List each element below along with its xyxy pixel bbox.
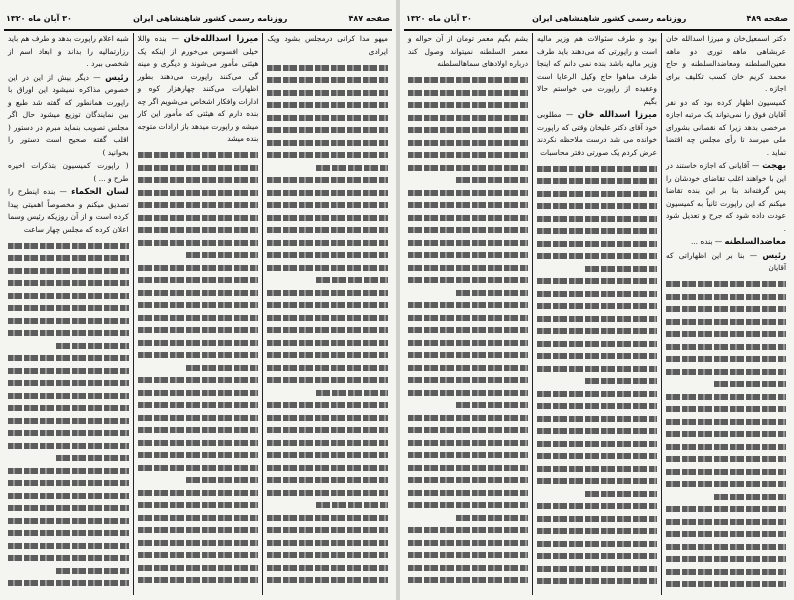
illegible-print-line — [138, 215, 259, 221]
illegible-print-line — [138, 177, 259, 183]
illegible-print-line — [537, 191, 657, 197]
illegible-print-line — [267, 402, 388, 408]
illegible-print-line — [138, 152, 259, 158]
illegible-print-line — [267, 315, 388, 321]
paragraph — [666, 250, 786, 275]
page-number: صفحه ۴۸۷ — [348, 13, 390, 23]
illegible-print-line — [267, 352, 388, 358]
illegible-print-line — [537, 391, 657, 397]
illegible-print-line — [408, 415, 528, 421]
speaker-heading: رئیس — [762, 250, 786, 261]
illegible-print-line — [666, 356, 786, 362]
illegible-print-line — [138, 290, 259, 296]
illegible-print-line — [408, 540, 528, 546]
illegible-print-line — [714, 494, 786, 500]
illegible-print-line — [537, 203, 657, 209]
illegible-print-line — [8, 418, 129, 424]
illegible-print-line — [456, 290, 528, 296]
paragraph-text: بود و طرف سئوالات هم وزیر مالیه است و راپورتی که می‌دهند باید طرف وزیر مالیه باشد بنده نمی دانم که اینجا طرف مباهوا حاج وکیل الرعایا است وعقیده از راپورت می خواستم حالا بگیم — [537, 34, 657, 106]
illegible-print-line — [666, 294, 786, 300]
paragraph — [8, 186, 129, 236]
speaker-heading: میرزا اسدالله خان — [577, 110, 657, 120]
illegible-print-line — [267, 577, 388, 583]
illegible-print-line — [585, 378, 657, 384]
illegible-print-line — [267, 177, 388, 183]
illegible-print-line — [8, 405, 129, 411]
illegible-print-line — [408, 365, 528, 371]
paragraph-text: — دیگر بیش از این در این خصوص مذاکره نمیشود این اوراق با راپورت همانطور که گفته شد طبع و بین نمایندگان توزیع میشود حال اگر مجلس تصویب بنماید مبرم در دستور ( اقلب گفته صحیح است دستور را بخوانید ) — [7, 72, 129, 157]
illegible-print-line — [408, 77, 528, 83]
illegible-print-line — [267, 515, 388, 521]
illegible-print-line — [267, 65, 388, 71]
illegible-print-line — [267, 440, 388, 446]
illegible-print-line — [456, 177, 528, 183]
column — [404, 33, 532, 595]
illegible-print-line — [666, 481, 786, 487]
illegible-print-line — [408, 440, 528, 446]
illegible-print-line — [456, 402, 528, 408]
paragraph-text: شبه اعلام راپورت بدهد و طرف هم باید رزارتمالیه را بداند و ابعاد اسم از شخصی ببرد . — [7, 34, 129, 68]
illegible-print-line — [8, 480, 129, 486]
illegible-print-line — [8, 518, 129, 524]
illegible-print-line — [408, 577, 528, 583]
illegible-print-line — [56, 568, 128, 574]
paragraph — [666, 160, 786, 235]
paragraph — [537, 109, 657, 159]
illegible-print-line — [408, 502, 528, 508]
illegible-print-line — [666, 531, 786, 537]
illegible-print-line — [267, 552, 388, 558]
illegible-print-line — [408, 327, 528, 333]
speaker-heading: لسان الحکماء — [71, 187, 129, 197]
illegible-print-line — [537, 303, 657, 309]
illegible-print-line — [138, 202, 259, 208]
illegible-print-line — [537, 341, 657, 347]
illegible-print-line — [408, 465, 528, 471]
column — [133, 33, 263, 595]
illegible-print-line — [408, 302, 528, 308]
illegible-print-line — [138, 427, 259, 433]
illegible-print-line — [267, 365, 388, 371]
illegible-print-line — [138, 240, 259, 246]
page-number: صفحه ۴۸۹ — [746, 13, 788, 23]
illegible-print-line — [666, 406, 786, 412]
illegible-print-line — [316, 390, 388, 396]
illegible-print-line — [408, 127, 528, 133]
illegible-print-line — [8, 355, 129, 361]
illegible-print-line — [537, 353, 657, 359]
illegible-print-line — [316, 165, 388, 171]
paragraph-text: میهو مدا کرانی درمجلس بشود ویک ایرادی — [267, 34, 388, 56]
illegible-print-line — [408, 215, 528, 221]
illegible-print-line — [138, 327, 259, 333]
illegible-print-line — [537, 253, 657, 259]
paragraph-text: ( راپورت کمیسیون بتذکرات اخیره طرح و ... ) — [7, 161, 129, 183]
illegible-print-line — [267, 477, 388, 483]
illegible-print-line — [267, 302, 388, 308]
column — [262, 33, 392, 595]
illegible-print-line — [138, 577, 259, 583]
illegible-print-line — [138, 465, 259, 471]
page-header — [6, 8, 390, 28]
illegible-print-line — [8, 505, 129, 511]
illegible-print-line — [408, 190, 528, 196]
illegible-print-line — [537, 466, 657, 472]
paragraph — [267, 33, 388, 58]
illegible-print-line — [267, 127, 388, 133]
illegible-print-line — [267, 102, 388, 108]
paragraph-text: کمیسیون اظهار کرده بود که دو نفر آقایان فوق را نمی‌تواند یک مرتبه اجازه مرخصی بدهد زیرا که نقصانی بشورای ملی میرسد تا رأی مجلس چه اقتضا نماید . — [666, 97, 786, 157]
columns — [4, 33, 392, 595]
illegible-print-line — [316, 277, 388, 283]
illegible-print-line — [267, 415, 388, 421]
illegible-print-line — [138, 515, 259, 521]
illegible-print-line — [267, 340, 388, 346]
paragraph-text: دکتر اسمعیل‌خان و میرزا اسدالله خان عربشاهی ماهه توری دو ماهه معین‌السلطنه ومعاضدالسلطنه و حاج محمد کریم خان کسب تکلیف برای اجازه . — [666, 34, 786, 93]
illegible-print-line — [8, 330, 129, 336]
illegible-print-line — [8, 393, 129, 399]
speaker-heading: رئیس — [105, 72, 129, 83]
illegible-print-line — [267, 140, 388, 146]
paragraph — [666, 97, 786, 160]
newspaper-title: روزنامه رسمی کشور شاهنشاهی ایران — [532, 13, 687, 23]
illegible-print-line — [186, 252, 258, 258]
illegible-print-line — [537, 578, 657, 584]
paragraph-text: بشم بگیم معمر تومان از آن حواله و معمر السلطنه نمیتواند وصول کند درباره اولادهای سماهالسلطنه — [408, 34, 528, 68]
illegible-print-line — [408, 490, 528, 496]
illegible-print-line — [537, 566, 657, 572]
illegible-print-line — [537, 216, 657, 222]
illegible-print-line — [138, 502, 259, 508]
illegible-print-line — [8, 305, 129, 311]
illegible-print-line — [186, 477, 258, 483]
header-rule — [4, 29, 392, 31]
paragraph — [8, 33, 129, 71]
illegible-print-line — [267, 490, 388, 496]
illegible-print-line — [267, 152, 388, 158]
illegible-print-line — [666, 319, 786, 325]
illegible-print-line — [537, 553, 657, 559]
illegible-print-line — [267, 202, 388, 208]
paragraph-text: — بنده ... — [690, 237, 723, 246]
illegible-print-line — [408, 565, 528, 571]
illegible-print-line — [537, 478, 657, 484]
illegible-print-line — [408, 277, 528, 283]
illegible-print-line — [138, 402, 259, 408]
paragraph — [408, 33, 528, 71]
illegible-print-line — [138, 352, 259, 358]
illegible-print-line — [537, 178, 657, 184]
illegible-print-line — [408, 452, 528, 458]
illegible-print-line — [408, 552, 528, 558]
illegible-print-line — [138, 440, 259, 446]
illegible-print-line — [138, 527, 259, 533]
illegible-print-line — [8, 368, 129, 374]
illegible-print-line — [408, 377, 528, 383]
paragraph-text: — آقایانی که اجازه خاستند در این با خواهند اغلب تقاضای خودشان را پس گرفته‌اند بنا بر این بنده تقاضا میکنم که این راپورت ثانیاً به کمیسیون عودت داده شود که جرح و تعدیل شود . — [666, 161, 786, 233]
illegible-print-line — [267, 265, 388, 271]
page-header — [406, 8, 788, 28]
illegible-print-line — [138, 540, 259, 546]
illegible-print-line — [537, 316, 657, 322]
illegible-print-line — [8, 268, 129, 274]
illegible-print-line — [408, 427, 528, 433]
illegible-print-line — [138, 552, 259, 558]
paragraph — [8, 160, 129, 185]
paragraph — [666, 33, 786, 96]
illegible-print-line — [267, 190, 388, 196]
paragraph-text: — بنده واللا خیلی افسوس می‌خورم از اینکه یک هیئتی مأمور می‌شوند و دیگری و مینه گی می‌کنند راپورت می‌دهند بطور اظهارات می‌کنند چهارهزار کوه و ادارات وافکار اشخاص می‌شویم اگر چه بنده دارم که هیئتی که مأمور این کار میشه و راپورت میدهد باز ارادات متوجه بنده میشد — [137, 34, 259, 143]
illegible-print-line — [8, 430, 129, 436]
illegible-print-line — [537, 428, 657, 434]
illegible-print-line — [138, 415, 259, 421]
columns — [404, 33, 790, 595]
illegible-print-line — [138, 315, 259, 321]
illegible-print-line — [267, 452, 388, 458]
illegible-print-line — [267, 540, 388, 546]
illegible-print-line — [537, 503, 657, 509]
illegible-print-line — [267, 290, 388, 296]
speaker-heading: میرزا اسدالله‌خان — [183, 34, 259, 44]
illegible-print-line — [138, 565, 259, 571]
illegible-print-line — [267, 252, 388, 258]
illegible-print-line — [138, 227, 259, 233]
illegible-print-line — [408, 165, 528, 171]
illegible-print-line — [267, 77, 388, 83]
column — [4, 33, 133, 595]
illegible-print-line — [8, 543, 129, 549]
illegible-print-line — [666, 519, 786, 525]
illegible-print-line — [267, 565, 388, 571]
paragraph — [138, 33, 259, 146]
illegible-print-line — [408, 140, 528, 146]
illegible-print-line — [8, 468, 129, 474]
illegible-print-line — [537, 241, 657, 247]
illegible-print-line — [138, 302, 259, 308]
illegible-print-line — [666, 506, 786, 512]
illegible-print-line — [267, 465, 388, 471]
illegible-print-line — [8, 293, 129, 299]
illegible-print-line — [56, 343, 128, 349]
right-page — [400, 0, 794, 600]
illegible-print-line — [408, 240, 528, 246]
paragraph-text: — بنا بر این اظهاراتی که آقایان — [666, 250, 786, 272]
illegible-print-line — [8, 555, 129, 561]
illegible-print-line — [8, 530, 129, 536]
illegible-print-line — [56, 455, 128, 461]
illegible-print-line — [408, 227, 528, 233]
illegible-print-line — [138, 377, 259, 383]
illegible-print-line — [537, 453, 657, 459]
illegible-print-line — [408, 90, 528, 96]
illegible-print-line — [267, 240, 388, 246]
illegible-print-line — [408, 152, 528, 158]
illegible-print-line — [537, 441, 657, 447]
illegible-print-line — [666, 581, 786, 587]
illegible-print-line — [186, 365, 258, 371]
illegible-print-line — [138, 277, 259, 283]
illegible-print-line — [316, 502, 388, 508]
illegible-print-line — [408, 102, 528, 108]
left-page — [0, 0, 396, 600]
illegible-print-line — [666, 419, 786, 425]
speaker-heading: بهجت — [762, 161, 786, 171]
illegible-print-line — [8, 493, 129, 499]
illegible-print-line — [408, 115, 528, 121]
illegible-print-line — [138, 340, 259, 346]
issue-date: ۳۰ آبان ماه ۱۳۲۰ — [6, 13, 72, 23]
illegible-print-line — [537, 416, 657, 422]
illegible-print-line — [408, 340, 528, 346]
illegible-print-line — [267, 115, 388, 121]
header-rule — [404, 29, 790, 31]
illegible-print-line — [267, 427, 388, 433]
illegible-print-line — [666, 569, 786, 575]
speaker-heading: معاضدالسلطنه — [724, 237, 786, 247]
illegible-print-line — [537, 366, 657, 372]
illegible-print-line — [585, 266, 657, 272]
illegible-print-line — [666, 331, 786, 337]
illegible-print-line — [8, 280, 129, 286]
illegible-print-line — [8, 255, 129, 261]
illegible-print-line — [408, 265, 528, 271]
illegible-print-line — [666, 431, 786, 437]
paragraph — [666, 236, 786, 249]
illegible-print-line — [537, 278, 657, 284]
illegible-print-line — [408, 252, 528, 258]
illegible-print-line — [267, 527, 388, 533]
illegible-print-line — [8, 380, 129, 386]
illegible-print-line — [267, 377, 388, 383]
illegible-print-line — [267, 227, 388, 233]
illegible-print-line — [666, 306, 786, 312]
illegible-print-line — [537, 528, 657, 534]
illegible-print-line — [666, 456, 786, 462]
illegible-print-line — [408, 352, 528, 358]
illegible-print-line — [537, 403, 657, 409]
illegible-print-line — [138, 390, 259, 396]
illegible-print-line — [537, 291, 657, 297]
illegible-print-line — [666, 544, 786, 550]
illegible-print-line — [408, 315, 528, 321]
paragraph-text: — مطلوبی خود آقای دکتر علیخان وقتی که راپورت خوانده می شد درست ملاحظه نکردند عرض کردم یک صورتی دفتر محاسبات — [537, 110, 657, 157]
paragraph — [537, 33, 657, 108]
illegible-print-line — [666, 281, 786, 287]
illegible-print-line — [408, 202, 528, 208]
issue-date: ۳۰ آبان ماه ۱۳۲۰ — [406, 13, 472, 23]
illegible-print-line — [138, 452, 259, 458]
illegible-print-line — [138, 190, 259, 196]
illegible-print-line — [8, 580, 129, 586]
illegible-print-line — [537, 166, 657, 172]
illegible-print-line — [537, 228, 657, 234]
column — [661, 33, 790, 595]
paragraph-text: — بنده اینطرح را تصدیق میکنم و مخصوصاً اهمیتی پیدا کرده است و از آن روزیکه رئیس وسما اعلان کرده که مجلس چهار ساعت — [7, 187, 129, 234]
illegible-print-line — [585, 491, 657, 497]
column — [532, 33, 661, 595]
paragraph — [8, 72, 129, 160]
illegible-print-line — [138, 265, 259, 271]
illegible-print-line — [267, 215, 388, 221]
illegible-print-line — [8, 443, 129, 449]
illegible-print-line — [408, 527, 528, 533]
illegible-print-line — [267, 90, 388, 96]
illegible-print-line — [537, 328, 657, 334]
illegible-print-line — [666, 369, 786, 375]
illegible-print-line — [537, 516, 657, 522]
illegible-print-line — [408, 477, 528, 483]
illegible-print-line — [666, 556, 786, 562]
illegible-print-line — [666, 344, 786, 350]
illegible-print-line — [8, 318, 129, 324]
illegible-print-line — [456, 515, 528, 521]
illegible-print-line — [267, 327, 388, 333]
illegible-print-line — [666, 444, 786, 450]
illegible-print-line — [666, 394, 786, 400]
newspaper-title: روزنامه رسمی کشور شاهنشاهی ایران — [133, 13, 288, 23]
illegible-print-line — [138, 165, 259, 171]
illegible-print-line — [714, 381, 786, 387]
illegible-print-line — [666, 469, 786, 475]
illegible-print-line — [408, 390, 528, 396]
illegible-print-line — [138, 490, 259, 496]
illegible-print-line — [537, 541, 657, 547]
illegible-print-line — [8, 243, 129, 249]
